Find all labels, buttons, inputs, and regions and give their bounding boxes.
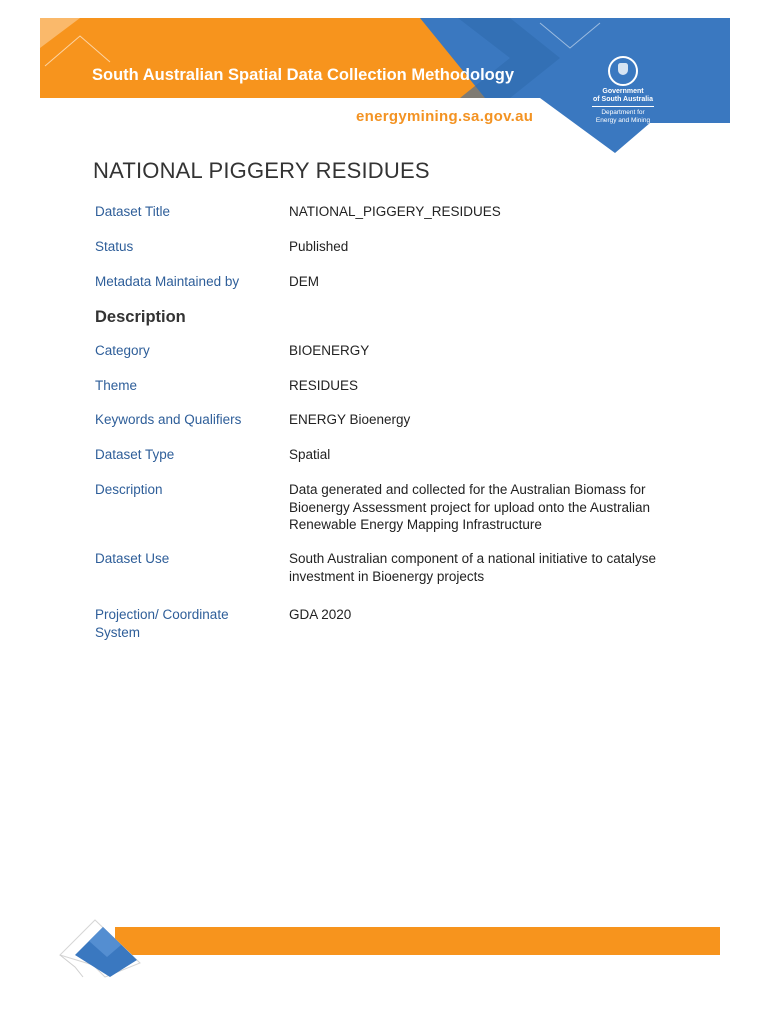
field-label: Keywords and Qualifiers [95,412,242,427]
field-value: RESIDUES [289,378,359,393]
field-label: Dataset Use [95,551,170,566]
field-label: Theme [95,378,138,393]
field-value: NATIONAL_PIGGERY_RESIDUES [289,204,501,219]
footer-banner-graphic [55,905,725,985]
state-crest-icon [608,56,638,86]
dept-name-line-1: Department for [601,109,645,116]
government-logo [588,56,658,124]
field-label: Category [95,343,150,358]
field-value: Spatial [289,447,331,462]
field-label: Description [95,482,163,497]
field-label: Projection/ Coordinate System [95,607,229,640]
gov-name-line-1: Government [602,88,644,95]
logo-divider [592,106,654,107]
field-label: Dataset Type [95,447,175,462]
field-label: Dataset Title [95,204,171,219]
page-header [40,18,730,153]
field-value: Published [289,239,349,254]
dept-name-line-2: Energy and Mining [595,116,651,124]
website-url[interactable]: energymining.sa.gov.au [356,108,534,125]
field-label: Status [95,239,134,254]
field-value: ENERGY Bioenergy [289,412,411,427]
description-heading: Description [95,308,186,326]
field-value: GDA 2020 [289,607,352,622]
field-value: Data generated and collected for the Australian Biomass for Bioenergy Assessment project for upload onto the Australian Renewable Energy Mapping Infrastructure [289,482,650,532]
gov-name-line-2: of South Australia [592,96,654,103]
page-footer [55,905,725,985]
document-title: NATIONAL PIGGERY RESIDUES [93,158,430,183]
field-value: DEM [289,274,319,289]
field-value: South Australian component of a national initiative to catalyse investment in Bioenergy projects [289,551,656,584]
field-label: Metadata Maintained by [95,274,240,289]
field-value: BIOENERGY [289,343,370,358]
banner-title: South Australian Spatial Data Collection Methodology [92,66,514,84]
